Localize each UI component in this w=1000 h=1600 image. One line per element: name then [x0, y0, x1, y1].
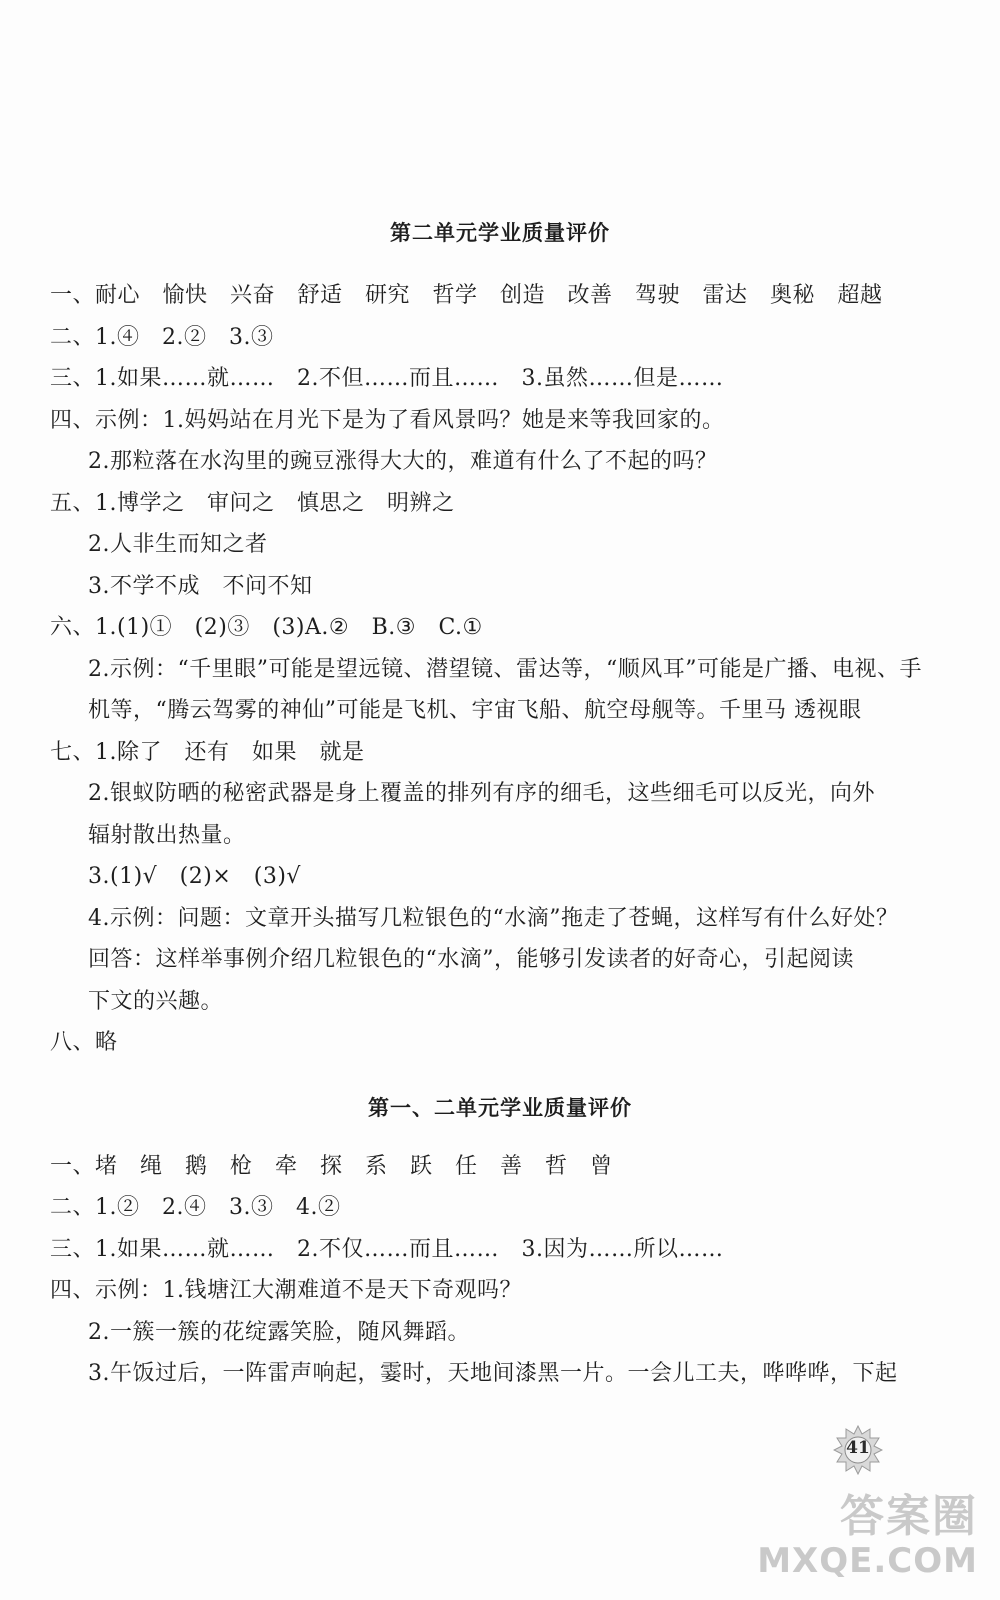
- watermark-brand: 答案圈: [840, 1491, 978, 1542]
- section-title-units-1-2: 第一、二单元学业质量评价: [368, 1096, 632, 1120]
- answer-line: 2.人非生而知之者: [88, 532, 268, 557]
- answer-line: 下文的兴趣。: [88, 989, 224, 1014]
- answer-line: 八、略: [50, 1030, 118, 1055]
- answer-line: 辐射散出热量。: [88, 823, 246, 848]
- answer-line: 二、1.④ 2.② 3.③: [50, 325, 274, 350]
- answer-line: 四、示例：1.妈妈站在月光下是为了看风景吗？她是来等我回家的。: [50, 408, 725, 433]
- watermark-domain: MXQE.COM: [757, 1541, 978, 1581]
- page-number-badge: [833, 1425, 883, 1475]
- section-title-unit-2: 第二单元学业质量评价: [390, 221, 610, 245]
- answer-line: 2.示例：“千里眼”可能是望远镜、潜望镜、雷达等，“顺风耳”可能是广播、电视、手: [88, 657, 922, 682]
- answer-line: 二、1.② 2.④ 3.③ 4.②: [50, 1195, 341, 1220]
- answer-line: 3.(1)√ (2)× (3)√: [88, 864, 301, 889]
- answer-line: 2.那粒落在水沟里的豌豆涨得大大的，难道有什么了不起的吗？: [88, 449, 718, 474]
- answer-line: 四、示例：1.钱塘江大潮难道不是天下奇观吗？: [50, 1278, 522, 1303]
- answer-line: 一、堵 绳 鹅 枪 牵 探 系 跃 任 善 哲 曾: [50, 1154, 613, 1179]
- answer-line: 4.示例：问题：文章开头描写几粒银色的“水滴”拖走了苍蝇，这样写有什么好处？: [88, 906, 899, 931]
- answer-line: 回答：这样举事例介绍几粒银色的“水滴”，能够引发读者的好奇心，引起阅读: [88, 947, 854, 972]
- answer-line: 2.一簇一簇的花绽露笑脸，随风舞蹈。: [88, 1320, 470, 1345]
- answer-line: 一、耐心 愉快 兴奋 舒适 研究 哲学 创造 改善 驾驶 雷达 奥秘 超越: [50, 283, 883, 308]
- answer-line: 五、1.博学之 审问之 慎思之 明辨之: [50, 491, 455, 516]
- answer-line: 机等，“腾云驾雾的神仙”可能是飞机、宇宙飞船、航空母舰等。千里马 透视眼: [88, 698, 862, 723]
- answer-line: 三、1.如果……就…… 2.不仅……而且…… 3.因为……所以……: [50, 1237, 724, 1262]
- answer-line: 三、1.如果……就…… 2.不但……而且…… 3.虽然……但是……: [50, 366, 724, 391]
- site-watermark: [757, 1492, 978, 1580]
- answer-line: 3.不学不成 不问不知: [88, 574, 313, 599]
- answer-line: 六、1.(1)① (2)③ (3)A.② B.③ C.①: [50, 615, 483, 640]
- answer-line: 2.银蚁防晒的秘密武器是身上覆盖的排列有序的细毛，这些细毛可以反光，向外: [88, 781, 875, 806]
- answer-line: 七、1.除了 还有 如果 就是: [50, 740, 365, 765]
- page-number: 41: [846, 1438, 870, 1458]
- answer-line: 3.午饭过后，一阵雷声响起，霎时，天地间漆黑一片。一会儿工夫，哗哗哗，下起: [88, 1361, 898, 1386]
